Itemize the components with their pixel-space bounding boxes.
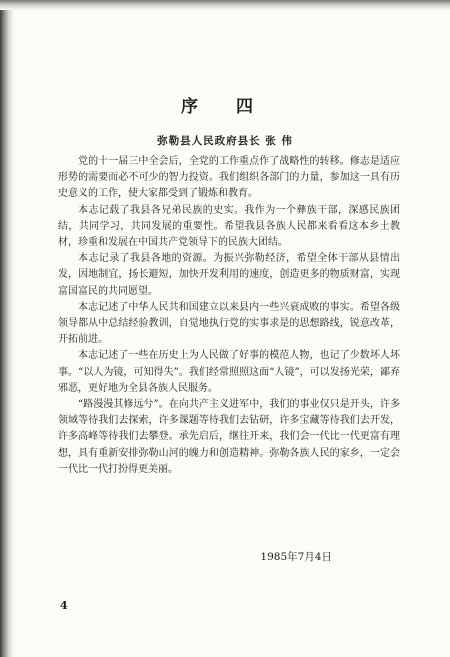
page-title: 序 四 [181,97,269,117]
paragraph: “路漫漫其修远兮”。在向共产主义进军中，我们的事业仅只是开头，许多领域等待我们去探索，许多课题等待我们去钻研，许多宝藏等待我们去开发，许多高峰等待我们去攀登。承先启后，继往开来，我们会一代比一代更富有理想，具有重新安排弥勒山河的魄力和创造精神。弥勒各族人民的家乡，一定会一代比一代打扮得更美丽。 [58,399,400,475]
paragraph: 本志记述了一些在历史上为人民做了好事的模范人物，也记了少数坏人坏事。“以人为镜，可知得失”。我们经常照照这面“人镜”，可以发扬光荣，鄙弃邪恶，更好地为全县各族人民服务。 [58,350,400,394]
paragraph: 本志记录了我县各地的资源。为振兴弥勒经济，希望全体干部从县情出发，因地制宜，扬长避短，加快开发利用的速度，创造更多的物质财富，实现富国富民的共同愿望。 [58,253,400,297]
paragraph: 本志记载了我县各兄弟民族的史实。我作为一个彝族干部，深感民族团结，共同学习，共同发展的重要性。希望我县各族人民都来看看这本乡土教材，珍重和发展在中国共产党领导下的民族大团结。 [58,204,400,249]
page-number: 4 [60,599,68,612]
signature-date: 1985年7月4日 [260,551,332,563]
paragraph: 党的十一届三中全会后，全党的工作重点作了战略性的转移。修志是适应形势的需要而必不可少的智力投资。我们组织各部门的力量，参加这一具有历史意义的工作，使大家都受到了锻炼和教育。 [58,156,400,200]
scan-top-shadow [0,0,450,10]
author-line: 弥勒县人民政府县长 张 伟 [157,135,293,147]
preface-body [58,154,400,478]
paragraph: 本志记述了中华人民共和国建立以来县内一些兴衰成败的事实。希望各级领导都从中总结经验教训，自觉地执行党的实事求是的思想路线，锐意改革，开拓前进。 [58,301,400,346]
